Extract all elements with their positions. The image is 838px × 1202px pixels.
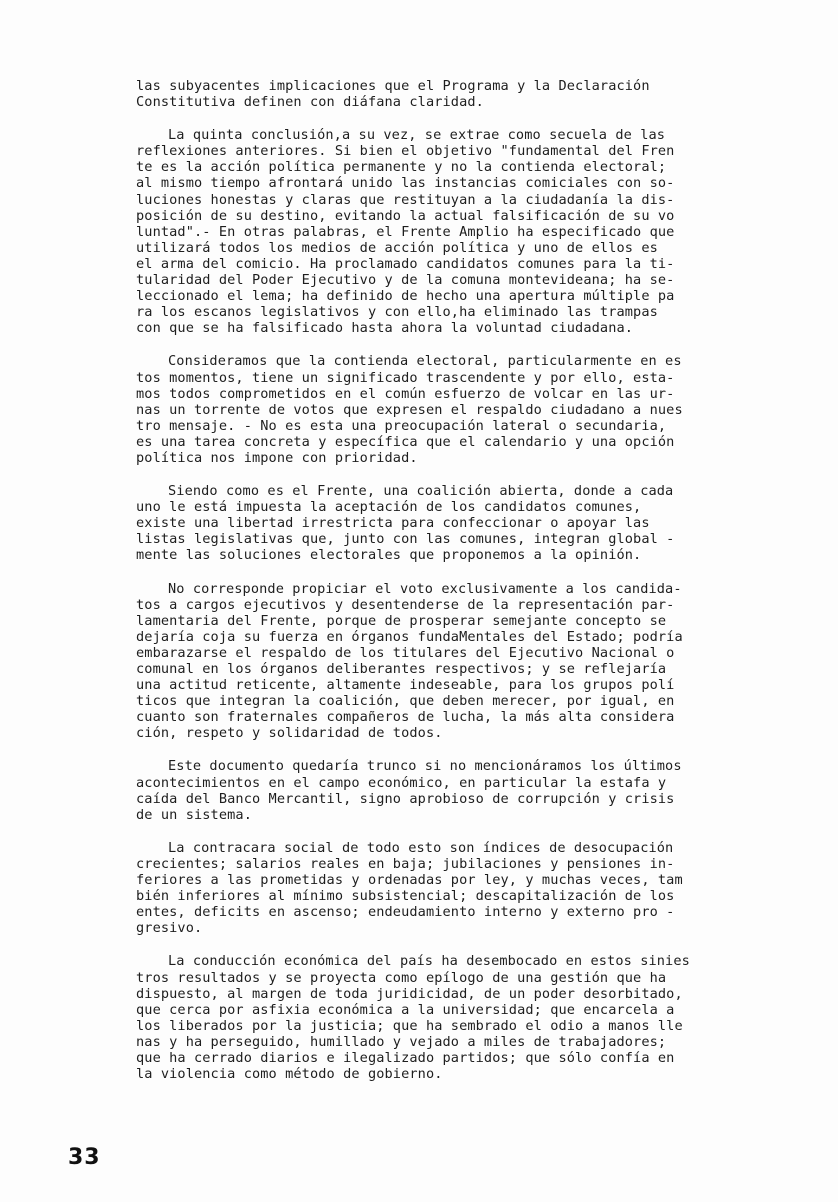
paragraph-quinta-conclusion: La quinta conclusión,a su vez, se extrae como secuela de las reflexiones anteriores. Si bien el objetivo "fundamental del Fren te es la acción política permanente y no la contienda electoral; al mismo tiempo afrontará unido las instancias comiciales con so- luciones honestas y claras que restituyan a la ciudadanía la dis- posición de su destino, evitando la actual falsificación de su vo luntad".- En otras palabras, el Frente Amplio ha especificado que utilizará todos los medios de acción política y uno de ellos es el arma del comicio. Ha proclamado candidatos comunes para la ti- tularidad del Poder Ejecutivo y de la comuna montevideana; ha se- leccionado el lema; ha definido de hecho una apertura múltiple pa ra los escanos legislativos y con ello,ha eliminado las trampas con que se ha falsificado hasta ahora la voluntad ciudadana.: [136, 127, 675, 337]
page-number: 33: [68, 1145, 101, 1170]
paragraph-banco-mercantil: Este documento quedaría trunco si no mencionáramos los últimos acontecimientos en el campo económico, en particular la estafa y caída del Banco Mercantil, signo aprobioso de corrupción y crisis de un sistema.: [136, 758, 682, 823]
paragraph-voto-exclusivo: No corresponde propiciar el voto exclusivamente a los candida- tos a cargos ejecutivos y desentenderse de la representación par- lamentaria del Frente, porque de prosperar semejante concepto se dejaría coja su fuerza en órganos fundaMentales del Estado; podría embarazarse el respaldo de los titulares del Ejecutivo Nacional o comunal en los órganos deliberantes respectivos; y se reflejaría una actitud reticente, altamente indeseable, para los grupos polí ticos que integran la coalición, que deben merecer, por igual, en cuanto son fraternales compañeros de lucha, la más alta considera ción, respeto y solidaridad de todos.: [136, 580, 683, 742]
body-text: [136, 78, 776, 1099]
paragraph-coalicion-abierta: Siendo como es el Frente, una coalición abierta, donde a cada uno le está impuesta la aceptación de los candidatos comunes, existe una libertad irrestricta para confeccionar o apoyar las listas legislativas que, junto con las comunes, integran global - mente las soluciones electorales que proponemos a la opinión.: [136, 483, 675, 564]
paragraph-contracara-social: La contracara social de todo esto son índices de desocupación crecientes; salarios reales en baja; jubilaciones y pensiones in- feriores a las prometidas y ordenadas por ley, y muchas veces, tam bién inferiores al mínimo subsistencial; descapitalización de los entes, deficits en ascenso; endeudamiento interno y externo pro - gresivo.: [136, 839, 683, 937]
paragraph-conduccion-economica: La conducción económica del país ha desembocado en estos sinies tros resultados y se proyecta como epílogo de una gestión que ha dispuesto, al margen de toda juridicidad, de un poder desorbitado, que cerca por asfixia económica a la universidad; que encarcela a los liberados por la justicia; que ha sembrado el odio a manos lle nas y ha perseguido, humillado y vejado a miles de trabajadores; que ha cerrado diarios e ilegalizado partidos; que sólo confía en la violencia como método de gobierno.: [136, 953, 690, 1083]
paragraph-continuation: las subyacentes implicaciones que el Programa y la Declaración Constitutiva definen con diáfana claridad.: [136, 78, 650, 111]
paragraph-contienda-electoral: Consideramos que la contienda electoral, particularmente en es tos momentos, tiene un significado trascendente y por ello, esta- mos todos comprometidos en el común esfuerzo de volcar en las ur- nas un torrente de votos que expresen el respaldo ciudadano a nues tro mensaje. - No es esta una preocupación lateral o secundaria, es una tarea concreta y específica que el calendario y una opción política nos impone con prioridad.: [136, 353, 683, 466]
